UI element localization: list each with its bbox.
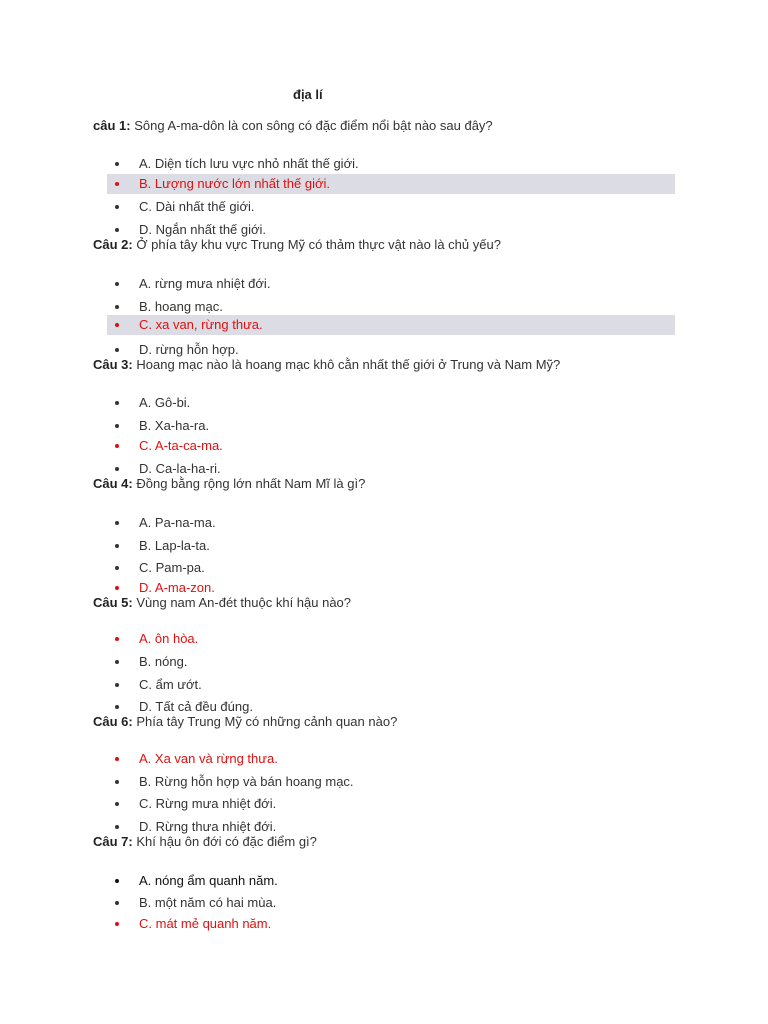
option-text: B. một năm có hai mùa. [139,895,277,910]
option-text: D. Ngắn nhất thế giới. [139,222,267,237]
question-text: Hoang mạc nào là hoang mạc khô cằn nhất thế giới ở Trung và Nam Mỹ? [136,357,561,372]
bullet-icon [115,205,119,209]
option-text: C. xa van, rừng thưa. [139,317,263,332]
option-text: D. Ca-la-ha-ri. [139,461,221,476]
question-3 [93,357,560,372]
question-4 [93,476,365,491]
option-text: A. Gô-bi. [139,395,191,410]
option-6b [107,772,675,792]
bullet-icon [115,305,119,309]
bullet-icon [115,780,119,784]
option-6a [107,749,675,769]
option-text: C. Rừng mưa nhiệt đới. [139,796,277,811]
bullet-icon [115,424,119,428]
bullet-icon [115,683,119,687]
option-7c [107,914,675,934]
option-text: B. Rừng hỗn hợp và bán hoang mạc. [139,774,354,789]
option-5c [107,675,675,695]
option-text: D. rừng hỗn hợp. [139,342,239,357]
bullet-icon [115,757,119,761]
bullet-icon [115,348,119,352]
option-text: B. hoang mạc. [139,299,223,314]
option-text: A. nóng ẩm quanh năm. [139,873,278,888]
bullet-icon [115,637,119,641]
question-text: Vùng nam An-đét thuộc khí hậu nào? [136,595,352,610]
option-text: B. nóng. [139,654,188,669]
question-label: Câu 5: [93,595,133,610]
option-text: A. Diện tích lưu vực nhỏ nhất thế giới. [139,156,359,171]
question-1 [93,118,493,133]
question-text: Ở phía tây khu vực Trung Mỹ có thảm thực vật nào là chủ yếu? [136,237,501,252]
option-text: C. A-ta-ca-ma. [139,438,223,453]
question-label: Câu 7: [93,834,133,849]
question-label: Câu 6: [93,714,133,729]
option-2c [107,315,675,335]
option-text: C. Dài nhất thế giới. [139,199,255,214]
option-text: B. Lap-la-ta. [139,538,210,553]
question-text: Sông A-ma-dôn là con sông có đặc điểm nổi bật nào sau đây? [134,118,493,133]
option-3c [107,436,675,456]
option-7b [107,893,675,913]
question-6 [93,714,397,729]
option-4b [107,536,675,556]
option-1a [107,154,675,174]
option-text: D. A-ma-zon. [139,580,215,595]
option-text: D. Rừng thưa nhiệt đới. [139,819,277,834]
question-2 [93,237,501,252]
bullet-icon [115,705,119,709]
bullet-icon [115,401,119,405]
option-text: A. rừng mưa nhiệt đới. [139,276,271,291]
question-text: Phía tây Trung Mỹ có những cảnh quan nào? [136,714,398,729]
bullet-icon [115,922,119,926]
bullet-icon [115,521,119,525]
question-label: Câu 3: [93,357,133,372]
option-text: A. Pa-na-ma. [139,515,216,530]
option-3b [107,416,675,436]
option-text: B. Lượng nước lớn nhất thế giới. [139,176,330,191]
option-6c [107,794,675,814]
option-1c [107,197,675,217]
question-label: Câu 2: [93,237,133,252]
bullet-icon [115,802,119,806]
bullet-icon [115,660,119,664]
option-4a [107,513,675,533]
bullet-icon [115,467,119,471]
question-7 [93,834,317,849]
option-4c [107,558,675,578]
bullet-icon [115,901,119,905]
option-text: A. Xa van và rừng thưa. [139,751,278,766]
bullet-icon [115,323,119,327]
option-text: A. ôn hòa. [139,631,199,646]
bullet-icon [115,544,119,548]
bullet-icon [115,228,119,232]
question-label: câu 1: [93,118,131,133]
question-5 [93,595,351,610]
bullet-icon [115,586,119,590]
option-text: B. Xa-ha-ra. [139,418,210,433]
bullet-icon [115,825,119,829]
option-2b [107,297,675,317]
bullet-icon [115,282,119,286]
bullet-icon [115,162,119,166]
question-text: Đồng bằng rộng lớn nhất Nam Mĩ là gì? [136,476,366,491]
option-1b [107,174,675,194]
question-label: Câu 4: [93,476,133,491]
page-title: địa lí [293,87,323,102]
bullet-icon [115,879,119,883]
option-5b [107,652,675,672]
option-2a [107,274,675,294]
question-text: Khí hậu ôn đới có đặc điểm gì? [136,834,317,849]
option-5a [107,629,675,649]
option-7a [107,871,675,891]
bullet-icon [115,182,119,186]
option-text: C. Pam-pa. [139,560,205,575]
option-text: D. Tất cả đều đúng. [139,699,253,714]
bullet-icon [115,566,119,570]
option-text: C. ẩm ướt. [139,677,202,692]
option-text: C. mát mẻ quanh năm. [139,916,272,931]
bullet-icon [115,444,119,448]
option-3a [107,393,675,413]
